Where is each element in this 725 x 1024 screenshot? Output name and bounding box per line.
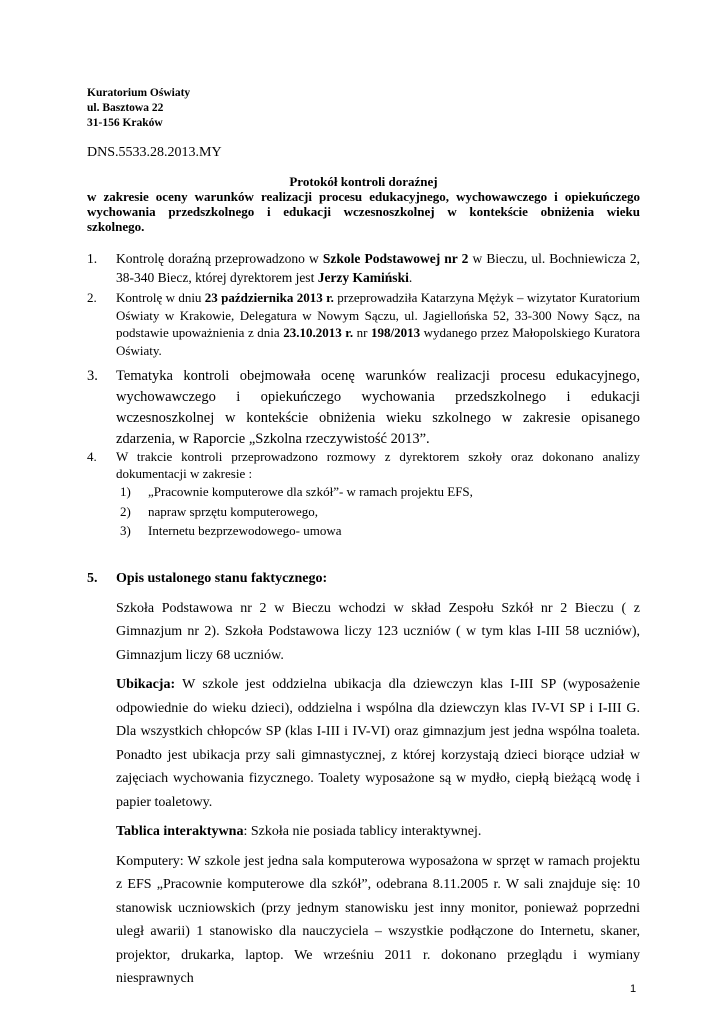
- section-number: 3.: [87, 368, 98, 384]
- section-2: [87, 289, 640, 359]
- sender-address: [87, 86, 190, 131]
- section-1: [87, 250, 640, 287]
- authorization-date: 23.10.2013 r.: [283, 325, 354, 340]
- address-line: 31-156 Kraków: [87, 117, 163, 129]
- document-title: [87, 174, 640, 234]
- address-line: Kuratorium Oświaty: [87, 87, 191, 99]
- list-item: 3) Internetu bezprzewodowego- umowa: [120, 523, 342, 538]
- document-number: DNS.5533.28.2013.MY: [87, 145, 222, 160]
- address-line: ul. Basztowa 22: [87, 102, 164, 114]
- section-5: [87, 567, 640, 997]
- title-line: Protokół kontroli doraźnej: [289, 174, 438, 189]
- section-heading: Opis ustalonego stanu faktycznego:: [116, 571, 328, 586]
- section-text: Kontrolę w dniu 23 października 2013 r. przeprowadziła Katarzyna Mężyk – wizytator Kuratorium Oświaty w Krakowie, Delegatura w Nowym Sączu, ul. Jagiellońska 52, 33-300 Nowy Sącz, na podstawie upoważnienia z dnia 23.10.2013 r. nr 198/2013 wydanego przez Małopolskiego Kuratora Oświaty.: [116, 290, 641, 358]
- page-number: 1: [630, 983, 637, 995]
- section-text: W trakcie kontroli przeprowadzono rozmowy z dyrektorem szkoły oraz dokonano analizy dokumentacji w zakresie :: [116, 449, 640, 481]
- control-date: 23 października 2013 r.: [204, 290, 334, 305]
- school-name: Szkole Podstawowej nr 2: [322, 251, 469, 266]
- paragraph-interactive-board: Tablica interaktywna: Szkoła nie posiada tablicy interaktywnej.: [116, 824, 482, 839]
- paragraph-school-info: Szkoła Podstawowa nr 2 w Bieczu wchodzi w skład Zespołu Szkół nr 2 Bieczu ( z Gimnazjum nr 2). Szkoła Podstawowa liczy 123 uczniów ( w tym klas I-III 58 uczniów), Gimnazjum liczy 68 uczniów.: [116, 600, 640, 663]
- paragraph-computers: Komputery: W szkole jest jedna sala komputerowa wyposażona w sprzęt w ramach projektu z EFS „Pracownie komputerowe dla szkół”, odebrana 8.11.2005 r. W sali znajduje się: 10 stanowisk uczniowskich (przy jednym stanowisku jest inny monitor, ponieważ poprzedni uległ awarii) 1 stanowisko dla nauczyciela – wszystkie podłączone do Internetu, skaner, projektor, drukarka, laptop. We wrześniu 2011 r. dokonano przeglądu i wymiany niesprawnych: [116, 853, 640, 986]
- section-3: [87, 366, 640, 450]
- section-number: 2.: [87, 290, 97, 305]
- list-item: 1) „Pracownie komputerowe dla szkół”- w ramach projektu EFS,: [120, 484, 473, 499]
- title-line: szkolnego.: [87, 219, 145, 234]
- director-name: Jerzy Kamiński: [317, 269, 409, 285]
- list-item: 2) napraw sprzętu komputerowego,: [120, 503, 319, 519]
- section-number: 1.: [87, 251, 98, 266]
- title-line: w zakresie oceny warunków realizacji procesu edukacyjnego, wychowawczego i opiekuńczego: [87, 189, 640, 204]
- document-scope-list: [116, 482, 640, 541]
- title-line: wychowania przedszkolnego i edukacji wczesnoszkolnej w kontekście obniżenia wieku: [87, 204, 640, 219]
- section-4: [87, 449, 640, 541]
- authorization-number: 198/2013: [370, 325, 421, 340]
- section-number: 4.: [87, 449, 97, 464]
- paragraph-toilets: Ubikacja: W szkole jest oddzielna ubikacja dla dziewczyn klas I-III SP (wyposażenie odpowiednie do wieku dzieci), oddzielna i wspólna dla dziewczyn klas IV-VI SP i I-III G. Dla wszystkich chłopców SP (klas I-III i IV-VI) oraz gimnazjum jest jedna wspólna toaleta. Ponadto jest ubikacja przy sali gimnastycznej, z której korzystają dzieci biorące udział w zajęciach wychowania fizycznego. Toalety wyposażone są w mydło, ciepłą bieżącą wodę i papier toaletowy.: [116, 677, 640, 810]
- section-number: 5.: [87, 571, 98, 586]
- section-text: Kontrolę doraźną przeprowadzono w Szkole Podstawowej nr 2 w Bieczu, ul. Bochniewicza 2, 38-340 Biecz, której dyrektorem jest Jerzy Kamiński.: [116, 251, 640, 285]
- section-text: Tematyka kontroli obejmowała ocenę warunków realizacji procesu edukacyjnego, wychowawczego i opiekuńczego wychowania przedszkolnego i edukacji wczesnoszkolnej w kontekście obniżenia wieku szkolnego w zakresie opisanego zdarzenia, w Raporcie „Szkolna rzeczywistość 2013”.: [116, 368, 640, 447]
